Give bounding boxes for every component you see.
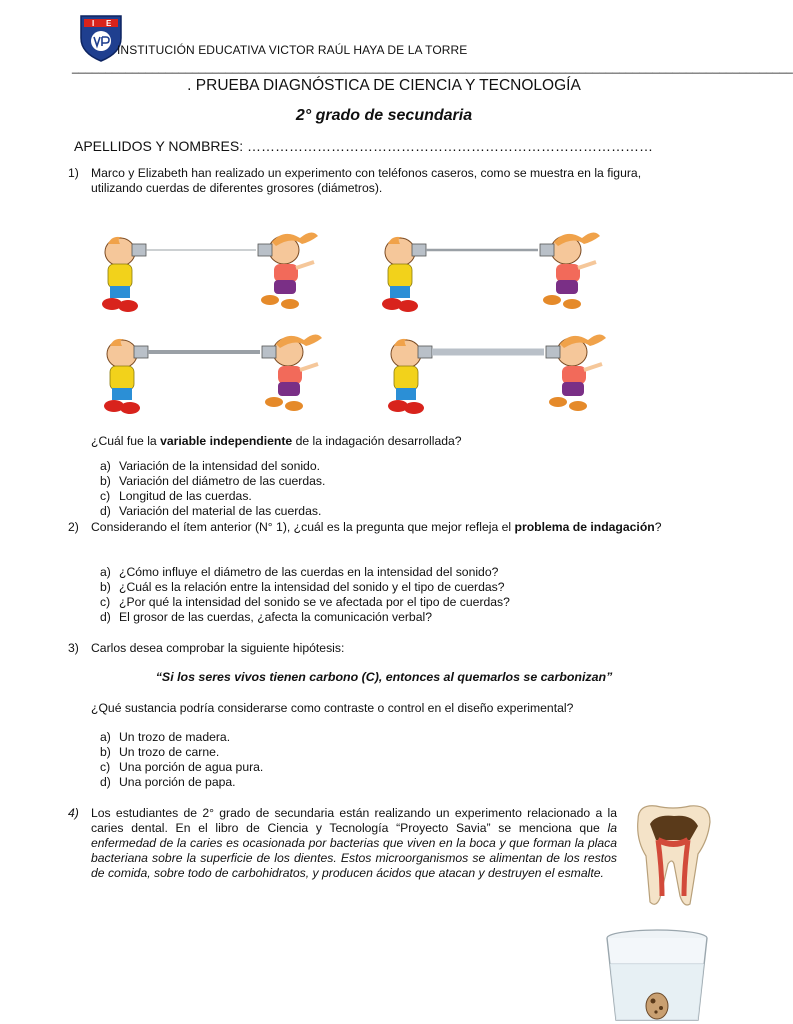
exam-title: . PRUEBA DIAGNÓSTICA DE CIENCIA Y TECNOLOGÍA (187, 77, 581, 94)
q1-text: Marco y Elizabeth han realizado un experimento con teléfonos caseros, como se muestra en la figura, utilizando cuerdas de diferentes grosores (diámetros). (91, 166, 642, 195)
logo-letter-e: E (106, 19, 112, 28)
q4-text-italic: la enfermedad de la caries es ocasionada por bacterias que viven en la boca y que forman la placa bacteriana sobre la superficie de los dientes. Estos microorganismos se alimentan de los restos de comida, sobre todo de carbohidratos, y producen ácidos que atacan y destruyen el esmalte. (91, 821, 617, 880)
q2-text (91, 520, 677, 535)
q1-option[interactable]: c) Longitud de las cuerdas. (100, 489, 252, 503)
logo-letter-i: I (92, 19, 95, 28)
q1-options (100, 459, 325, 519)
q2-option[interactable]: a) ¿Cómo influye el diámetro de las cuerdas en la intensidad del sonido? (100, 565, 499, 579)
q3-hypothesis: “Si los seres vivos tienen carbono (C), entonces al quemarlos se carbonizan” (155, 670, 613, 684)
q2-text-pre: Considerando el ítem anterior (N° 1), ¿cuál es la pregunta que mejor refleja el (91, 520, 515, 534)
q4-text (91, 806, 617, 881)
glass-with-egg-image (598, 908, 716, 1024)
q1-option[interactable]: d) Variación del material de las cuerdas. (100, 504, 322, 518)
header-rule: ____________________________________________________________________________________________________________ (72, 60, 793, 74)
q1-option[interactable]: b) Variación del diámetro de las cuerdas. (100, 474, 326, 488)
q1-number: 1) (68, 166, 79, 180)
q4-text-pre: Los estudiantes de 2° grado de secundaria están realizando un experimento relacionado a la caries dental. En el libro de Ciencia y Tecnología “Proyecto Savia” se menciona que (91, 806, 617, 835)
q3-option[interactable]: a) Un trozo de madera. (100, 730, 231, 744)
q3-options (100, 730, 263, 790)
q1-option[interactable]: a) Variación de la intensidad del sonido. (100, 459, 321, 473)
q2-option[interactable]: c) ¿Por qué la intensidad del sonido se ve afectada por el tipo de cuerdas? (100, 595, 510, 609)
exam-subtitle: 2° grado de secundaria (295, 107, 473, 124)
q2-option[interactable]: d) El grosor de las cuerdas, ¿afecta la comunicación verbal? (100, 610, 432, 624)
tin-can-phone-figure (98, 212, 618, 417)
q1-question-post: de la indagación desarrollada? (292, 434, 462, 448)
q3-question: ¿Qué sustancia podría considerarse como contraste o control en el diseño experimental? (91, 701, 574, 715)
q3-option[interactable]: b) Un trozo de carne. (100, 745, 220, 759)
q3-option[interactable]: c) Una porción de agua pura. (100, 760, 264, 774)
q1-question-bold: variable independiente (160, 434, 293, 448)
q3-option[interactable]: d) Una porción de papa. (100, 775, 236, 789)
school-name: INSTITUCIÓN EDUCATIVA VICTOR RAÚL HAYA DE LA TORRE (117, 43, 468, 57)
q1-question-pre: ¿Cuál fue la (91, 434, 161, 448)
q1-question (91, 434, 677, 449)
q2-option[interactable]: b) ¿Cuál es la relación entre la intensidad del sonido y el tipo de cuerdas? (100, 580, 505, 594)
q2-text-post: ? (654, 520, 662, 534)
decayed-tooth-image (628, 800, 718, 910)
q2-text-bold: problema de indagación (514, 520, 655, 534)
q4-number: 4) (68, 806, 79, 820)
student-name-field[interactable]: APELLIDOS Y NOMBRES: …………………………………………………………………………… (74, 138, 653, 154)
q3-text: Carlos desea comprobar la siguiente hipótesis: (91, 641, 345, 655)
q2-options (100, 565, 510, 625)
q3-number: 3) (68, 641, 79, 655)
q2-number: 2) (68, 520, 79, 534)
